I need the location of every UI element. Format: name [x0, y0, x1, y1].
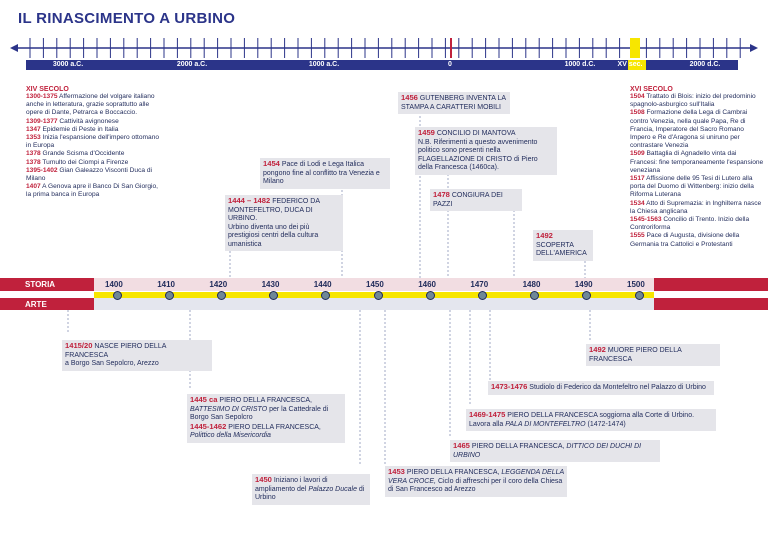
xiv-entry: 1347 Epidemie di Peste in Italia [26, 125, 119, 133]
xvi-entry: 1534 Atto di Supremazia: in Inghilterra nasce la Chiesa anglicana [630, 199, 762, 215]
decade-label: 1490 [574, 280, 593, 289]
xiv-entry: 1378 Tumulto dei Ciompi a Firenze [26, 158, 129, 166]
xiv-entry: 1395-1402 Gian Galeazzo Visconti Duca di Milano [26, 166, 152, 183]
scale-label-xv: XV sec. [617, 61, 643, 68]
page-title: IL RINASCIMENTO A URBINO [18, 10, 236, 27]
decade-marker [426, 291, 435, 300]
event-nascita: 1415/20 NASCE PIERO DELLA FRANCESCA a Borgo San Sepolcro, Arezzo [62, 340, 212, 371]
xvi-entry: 1508 Formazione della Lega di Cambrai contro Venezia, nella quale Papa, Re di Francia, Imperatore del Sacro Romano Impero e Re d'Aragona si uniruno per contrastare Venezia [630, 109, 748, 150]
event-morte: 1492 MUORE PIERO DELLA FRANCESCA [586, 344, 720, 366]
xiv-heading: XIV SECOLO [26, 86, 69, 93]
band-label-arte: ARTE [25, 300, 47, 309]
decade-marker [635, 291, 644, 300]
xiv-entry: 1353 Inizia l'espansione dell'impero ottomano in Europa [26, 134, 160, 150]
decade-marker [217, 291, 226, 300]
scale-label-1000bc: 1000 a.C. [308, 61, 340, 68]
xiv-entry: 1300-1375 Affermazione del volgare italiano anche in letteratura, grazie soprattutto alle opere di Dante, Petrarca e Boccaccio. [26, 93, 155, 117]
scale-label-2000ad: 2000 d.C. [689, 61, 721, 68]
scale-label-3000bc: 3000 a.C. [52, 61, 84, 68]
scale-label-zero: 0 [448, 61, 452, 68]
decade-label: 1420 [209, 280, 228, 289]
event-gutenberg: 1456 GUTENBERG INVENTA LA STAMPA A CARATTERI MOBILI [398, 92, 510, 114]
decade-marker [478, 291, 487, 300]
event-federico: 1444 – 1482 FEDERICO DA MONTEFELTRO, DUCA DI URBINO. Urbino diventa uno dei più prestigiosi centri della cultura umanistica [225, 195, 343, 251]
decade-marker [165, 291, 174, 300]
decade-label: 1450 [366, 280, 384, 289]
xvi-entry: 1504 Trattato di Blois: inizio del predominio spagnolo-asburgico sull'Italia [630, 93, 756, 109]
event-dittico: 1465 PIERO DELLA FRANCESCA, DITTICO DEI DUCHI DI URBINO [450, 440, 660, 462]
event-battesimo: 1445 ca PIERO DELLA FRANCESCA, BATTESIMO DI CRISTO per la Cattedrale di Borgo San Sepolcro 1445-1462 PIERO DELLA FRANCESCA, Polittico della Misericordia [187, 394, 345, 443]
event-lodi: 1454 Pace di Lodi e Lega Italica pongono fine al conflitto tra Venezia e Milano [260, 158, 390, 189]
decade-label: 1480 [522, 280, 541, 289]
decade-marker [113, 291, 122, 300]
event-studiolo: 1473-1476 Studiolo di Federico da Montefeltro nel Palazzo di Urbino [488, 381, 714, 395]
xvi-entry: 1555 Pace di Augusta, divisione della Germania tra Cattolici e Protestanti [630, 232, 740, 248]
xvi-heading: XVI SECOLO [630, 86, 673, 93]
decade-label: 1410 [157, 280, 175, 289]
event-leggenda: 1453 PIERO DELLA FRANCESCA, LEGGENDA DELLA VERA CROCE, Ciclo di affreschi per il coro della Chiesa di San Francesco ad Arezzo [385, 466, 567, 497]
xiv-entry: 1309-1377 Cattività avignonese [26, 117, 119, 125]
event-america: 1492 SCOPERTA DELL'AMERICA [533, 230, 593, 261]
decade-label: 1470 [470, 280, 489, 289]
decade-label: 1400 [105, 280, 123, 289]
decade-label: 1460 [418, 280, 436, 289]
event-pazzi: 1478 CONGIURA DEI PAZZI [430, 189, 522, 211]
event-mantova: 1459 CONCILIO DI MANTOVA N.B. Riferimenti a questo avvenimento politico sono presenti nella FLAGELLAZIONE DI CRISTO di Piero della Francesca (1460ca). [415, 127, 557, 175]
xvi-entry: 1545-1563 Concilio di Trento. Inizio della Controriforma [630, 216, 750, 232]
xiv-entry: 1378 Grande Scisma d'Occidente [26, 150, 125, 158]
decade-marker [374, 291, 383, 300]
xvi-entry: 1509 Battaglia di Agnadello vinta dai Francesi: fine temporaneamente l'espansione veneziana [630, 150, 764, 174]
band-label-storia: STORIA [25, 280, 56, 289]
xiv-entry: 1407 A Genova apre il Banco Di San Giorgio, la prima banca in Europa [26, 183, 158, 199]
event-corte: 1469-1475 PIERO DELLA FRANCESCA soggiorna alla Corte di Urbino. Lavora alla PALA DI MONTEFELTRO (1472-1474) [466, 409, 716, 431]
event-palazzo: 1450 Iniziano i lavori di ampliamento del Palazzo Ducale di Urbino [252, 474, 370, 505]
decade-label: 1440 [313, 280, 332, 289]
scale-label-1000ad: 1000 d.C. [564, 61, 596, 68]
decade-label: 1430 [261, 280, 280, 289]
decade-label: 1500 [627, 280, 645, 289]
xvi-entry: 1517 Affissione delle 95 Tesi di Lutero alla porta del Duomo di Wittenberg: inizio della Riforma Luterana [630, 175, 754, 199]
scale-label-2000bc: 2000 a.C. [176, 61, 208, 68]
